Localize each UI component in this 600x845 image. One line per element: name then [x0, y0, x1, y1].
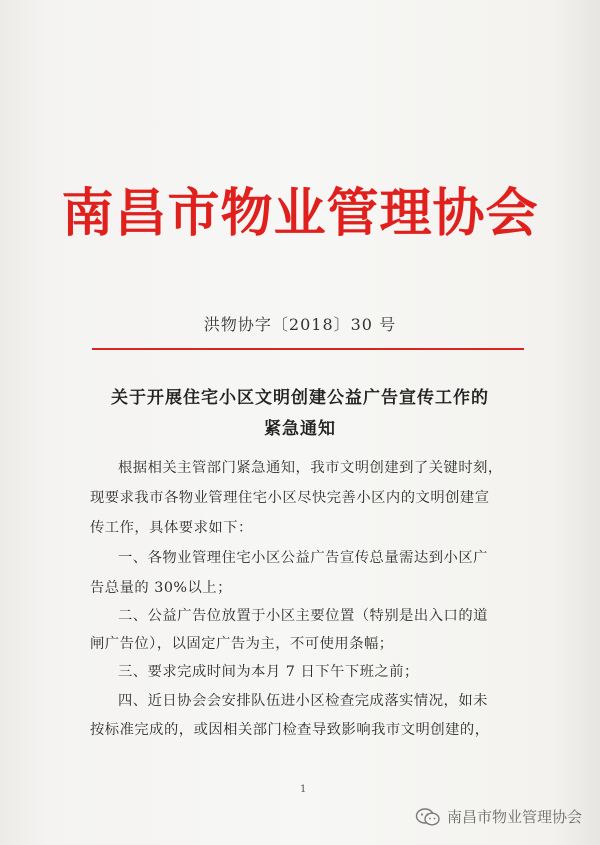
body-line: 根据相关主管部门紧急通知，我市文明创建到了关键时刻， [118, 460, 503, 476]
organization-header: 南昌市物业管理协会 [61, 183, 539, 244]
body-line: 闸广告位），以固定广告为主，不可使用条幅； [90, 636, 394, 652]
notice-title-line-2: 紧急通知 [264, 419, 336, 439]
notice-title-line-1: 关于开展住宅小区文明创建公益广告宣传工作的 [111, 388, 489, 408]
red-divider-line [92, 348, 524, 350]
body-line: 二、公益广告位放置于小区主要位置（特别是出入口的道 [118, 608, 488, 624]
body-line: 按标准完成的，或因相关部门检查导致影响我市文明创建的， [90, 722, 490, 738]
body-line: 一、各物业管理住宅小区公益广告宣传总量需达到小区广 [118, 550, 488, 566]
document-number: 洪物协字〔2018〕30 号 [203, 315, 397, 334]
body-line: 四、近日协会会安排队伍进小区检查完成落实情况，如未 [118, 693, 488, 709]
body-line: 传工作，具体要求如下： [90, 520, 253, 536]
wechat-icon [415, 807, 441, 827]
page-number: 1 [300, 784, 307, 795]
watermark-text: 南昌市物业管理协会 [446, 808, 582, 826]
body-line: 现要求我市各物业管理住宅小区尽快完善小区内的文明创建宣 [90, 490, 490, 506]
body-line: 三、要求完成时间为本月 7 日下午下班之前； [118, 664, 419, 680]
body-line: 告总量的 30%以上； [90, 580, 232, 596]
wechat-watermark [415, 806, 582, 827]
